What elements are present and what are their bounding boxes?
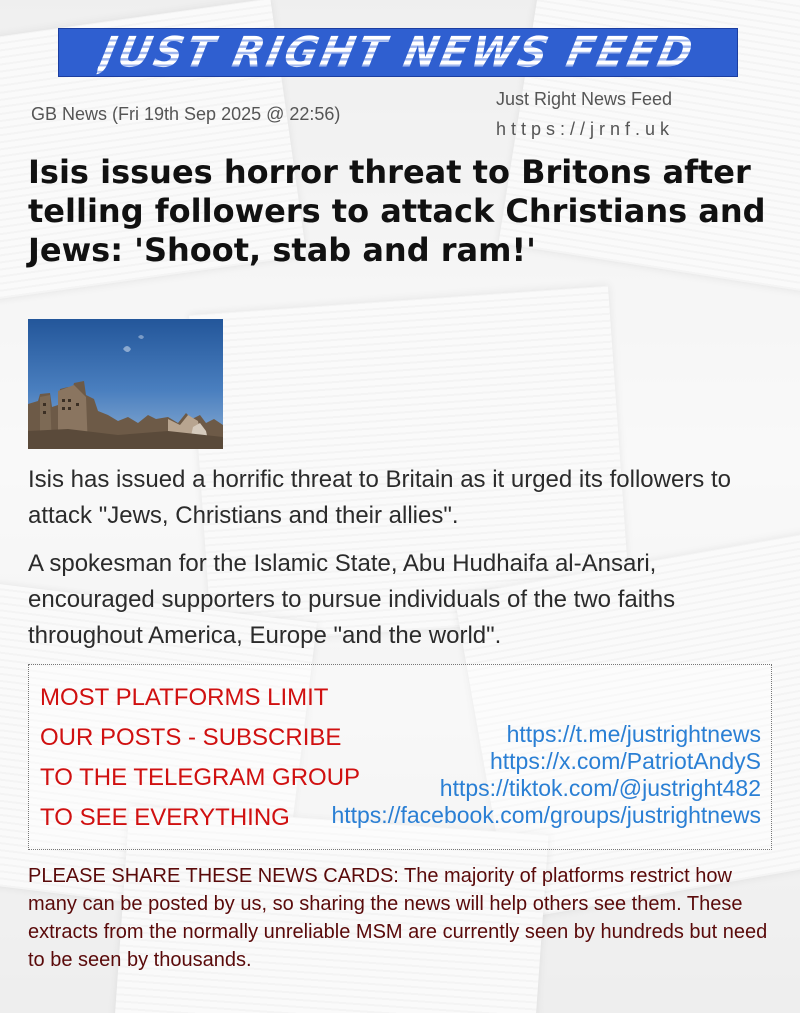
source-dateline: GB News (Fri 19th Sep 2025 @ 22:56)	[31, 104, 341, 124]
article-body	[28, 462, 773, 666]
article-headline: Isis issues horror threat to Britons after telling followers to attack Christians and Jews: 'Shoot, stab and ram!'	[28, 153, 766, 269]
share-notice: PLEASE SHARE THESE NEWS CARDS: The majority of platforms restrict how many can be posted by us, so sharing the news will help others see them. These extracts from the normally unreliable MSM are currently seen by hundreds but need to be seen by thousands.	[28, 865, 768, 971]
social-links	[331, 721, 761, 829]
telegram-link[interactable]: https://t.me/justrightnews	[506, 721, 761, 747]
cta-line: MOST PLATFORMS LIMIT	[40, 684, 329, 711]
cta-line: TO THE TELEGRAM GROUP	[40, 764, 361, 791]
brand-url[interactable]: https://jrnf.uk	[496, 119, 675, 139]
subscribe-box	[28, 664, 772, 850]
article-paragraph: Isis has issued a horrific threat to Britain as it urged its followers to attack "Jews, Christians and their allies".	[28, 466, 731, 529]
banner-title: JUST RIGHT NEWS FEED	[96, 28, 700, 77]
article-paragraph: A spokesman for the Islamic State, Abu Hudhaifa al-Ansari, encouraged supporters to pursue individuals of the two faiths throughout America, Europe "and the world".	[28, 550, 676, 649]
cta-line: TO SEE EVERYTHING	[40, 804, 290, 831]
subscribe-call-to-action	[40, 678, 360, 838]
article-photo	[28, 319, 223, 449]
x-link[interactable]: https://x.com/PatriotAndyS	[489, 748, 761, 774]
cta-line: OUR POSTS - SUBSCRIBE	[40, 724, 342, 751]
destroyed-buildings-illustration	[28, 319, 223, 449]
facebook-link[interactable]: https://facebook.com/groups/justrightnews	[331, 802, 761, 828]
brand-name: Just Right News Feed	[496, 89, 673, 109]
site-banner	[58, 28, 738, 77]
tiktok-link[interactable]: https://tiktok.com/@justright482	[439, 775, 761, 801]
